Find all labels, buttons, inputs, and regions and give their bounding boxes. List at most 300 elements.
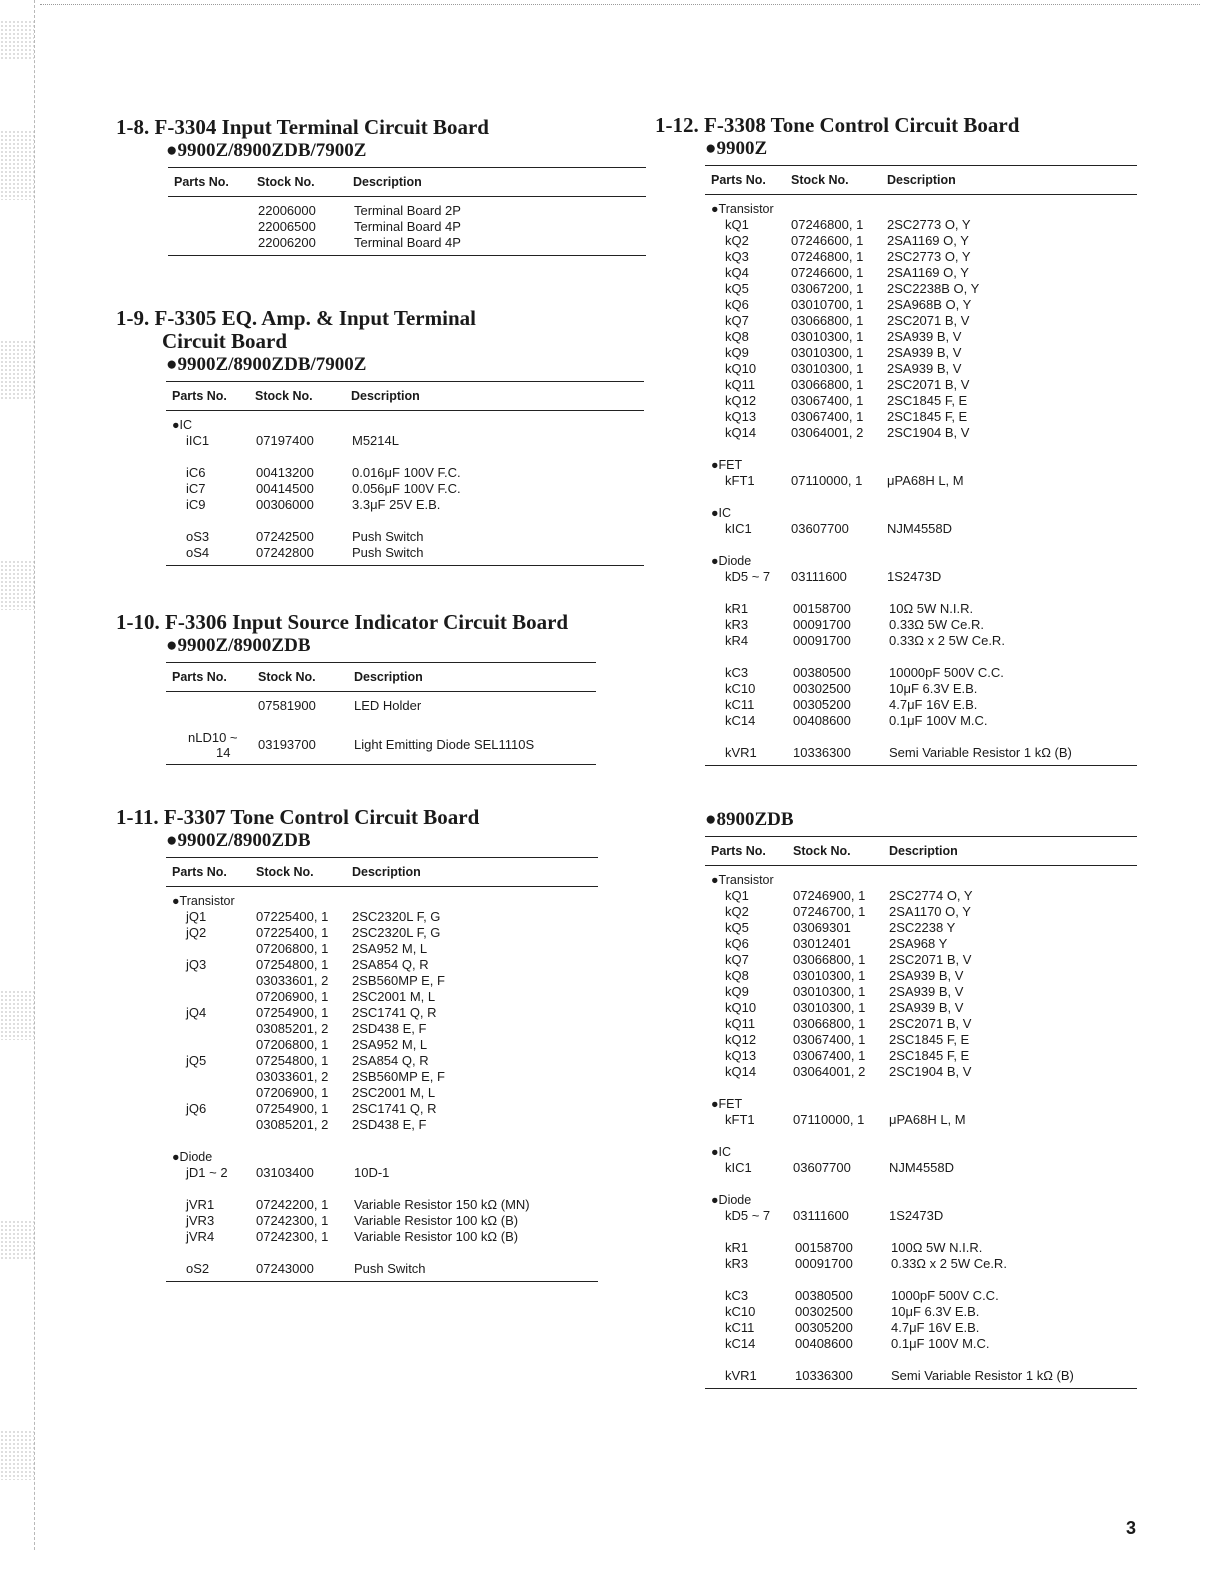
- table-row: [166, 1037, 598, 1053]
- parts-no-cell: kC14: [725, 1336, 756, 1351]
- parts-no-cell: [166, 1117, 256, 1133]
- parts-no-cell: kQ12: [725, 1032, 757, 1047]
- parts-table: [705, 836, 1137, 1389]
- parts-no-cell: kQ2: [725, 233, 749, 248]
- parts-no-cell: kQ8: [725, 968, 749, 983]
- stock-no-cell: 00380500: [795, 1288, 853, 1303]
- description-cell: 2SC2001 M, L: [352, 989, 436, 1004]
- table-row: [166, 1197, 598, 1213]
- parts-no-cell: kQ7: [725, 952, 749, 967]
- table-header: [166, 663, 596, 692]
- parts-no-cell: kQ14: [725, 425, 757, 440]
- parts-no-cell: [166, 989, 256, 1005]
- parts-no-cell: kQ7: [725, 313, 749, 328]
- stock-no-cell: 03111600: [793, 1208, 849, 1223]
- stock-no-cell: 00408600: [795, 1336, 853, 1351]
- stock-no-cell: 03067400, 1: [793, 1032, 866, 1047]
- header-parts-no: Parts No.: [711, 844, 766, 858]
- description-cell: 2SA968B O, Y: [887, 297, 972, 312]
- description-cell: 2SC2320L F, G: [352, 909, 441, 924]
- description-cell: 100Ω 5W N.I.R.: [891, 1240, 983, 1255]
- group-label: ●IC: [711, 506, 732, 520]
- stock-no-cell: 00408600: [793, 713, 851, 728]
- description-cell: 4.7μF 16V E.B.: [889, 697, 978, 712]
- description-cell: 10μF 6.3V E.B.: [889, 681, 978, 696]
- stock-no-cell: 03066800, 1: [791, 313, 864, 328]
- table-row: [166, 1117, 598, 1133]
- stock-no-cell: 07254800, 1: [256, 957, 329, 972]
- stock-no-cell: 00091700: [793, 617, 851, 632]
- description-cell: Semi Variable Resistor 1 kΩ (B): [891, 1368, 1074, 1383]
- table-header: [166, 858, 598, 887]
- table-body: [705, 872, 1137, 1388]
- parts-no-cell: jD1 ~ 2: [186, 1165, 228, 1180]
- parts-no-cell: kQ6: [725, 936, 749, 951]
- parts-no-cell: kC11: [725, 1320, 755, 1335]
- header-description: Description: [887, 173, 956, 187]
- parts-no-cell: [166, 1037, 256, 1053]
- table-header: [705, 166, 1137, 195]
- section-title: 1-8. F-3304 Input Terminal Circuit Board: [116, 115, 489, 139]
- header-description: Description: [354, 670, 423, 684]
- parts-no-cell: kFT1: [725, 473, 755, 488]
- description-cell: 2SA939 B, V: [889, 984, 964, 999]
- description-cell: 2SA854 Q, R: [352, 957, 429, 972]
- parts-no-cell: kC3: [725, 1288, 749, 1303]
- table-body: [166, 893, 598, 1281]
- header-stock-no: Stock No.: [791, 173, 849, 187]
- description-cell: 2SC2773 O, Y: [887, 217, 971, 232]
- stock-no-cell: 07206900, 1: [256, 989, 329, 1004]
- scan-noise: [0, 1220, 34, 1260]
- stock-no-cell: 07246800, 1: [791, 217, 864, 232]
- table-row: [705, 1064, 1137, 1080]
- description-cell: 2SC1845 F, E: [889, 1048, 970, 1063]
- parts-no-cell: kR4: [725, 633, 749, 648]
- table-row: [705, 1368, 1137, 1384]
- parts-no-cell: [166, 1085, 256, 1101]
- section-title: 1-10. F-3306 Input Source Indicator Circuit Board: [116, 610, 569, 634]
- parts-no-cell: jQ2: [186, 925, 207, 940]
- parts-no-cell: kQ11: [725, 1016, 756, 1031]
- group-label: ●Transistor: [711, 202, 774, 216]
- description-cell: 2SC2238B O, Y: [887, 281, 980, 296]
- description-cell: NJM4558D: [889, 1160, 955, 1175]
- description-cell: 2SD438 E, F: [352, 1021, 427, 1036]
- description-cell: 0.1μF 100V M.C.: [891, 1336, 990, 1351]
- stock-no-cell: 07246700, 1: [793, 904, 866, 919]
- table-row: iC9 00306000 3.3μF 25V E.B.: [186, 497, 441, 512]
- table-row: [705, 1160, 1137, 1176]
- table-header: [166, 382, 644, 411]
- description-cell: 2SA939 B, V: [887, 361, 962, 376]
- description-cell: 2SC2001 M, L: [352, 1085, 436, 1100]
- stock-no-cell: 03067400, 1: [793, 1048, 866, 1063]
- description-cell: 2SC1845 F, E: [887, 409, 968, 424]
- model-list: ●9900Z/8900ZDB: [166, 635, 311, 656]
- stock-no-cell: 07254800, 1: [256, 1053, 329, 1068]
- table-row: [705, 377, 1137, 393]
- parts-no-cell: kQ6: [725, 297, 749, 312]
- table-row: [166, 989, 598, 1005]
- description-cell: 2SA939 B, V: [887, 345, 962, 360]
- section-1-8: [116, 116, 646, 256]
- header-stock-no: Stock No.: [793, 844, 851, 858]
- parts-no-cell: kFT1: [725, 1112, 755, 1127]
- model-list: ●8900ZDB: [705, 809, 794, 830]
- description-cell: 2SC2773 O, Y: [887, 249, 971, 264]
- header-description: Description: [351, 389, 420, 403]
- header-stock-no: Stock No.: [256, 865, 314, 879]
- scan-noise: [0, 340, 34, 400]
- header-parts-no: Parts No.: [172, 865, 227, 879]
- table-row: [705, 521, 1137, 537]
- parts-table: [166, 857, 598, 1282]
- table-row: [166, 1229, 598, 1245]
- section-1-11: [116, 806, 598, 1282]
- table-row: [705, 569, 1137, 585]
- section-title: 1-11. F-3307 Tone Control Circuit Board: [116, 805, 480, 829]
- stock-no-cell: 03069301: [793, 920, 851, 935]
- table-row: [705, 1016, 1137, 1032]
- parts-table: [705, 165, 1137, 766]
- section-1-9: [116, 307, 644, 566]
- description-cell: 2SC1741 Q, R: [352, 1005, 437, 1020]
- table-header: [168, 168, 646, 197]
- description-cell: 2SA854 Q, R: [352, 1053, 429, 1068]
- parts-table: [166, 662, 596, 765]
- stock-no-cell: 03085201, 2: [256, 1021, 329, 1036]
- table-row: [705, 697, 1137, 713]
- header-stock-no: Stock No.: [255, 389, 313, 403]
- model-list: ●9900Z/8900ZDB/7900Z: [166, 140, 367, 161]
- table-row: [166, 973, 598, 989]
- parts-no-cell: kR3: [725, 617, 749, 632]
- description-cell: 2SC1845 F, E: [887, 393, 968, 408]
- stock-no-cell: 00302500: [793, 681, 851, 696]
- parts-no-cell: kQ10: [725, 361, 757, 376]
- description-cell: 4.7μF 16V E.B.: [891, 1320, 980, 1335]
- parts-no-cell: [166, 941, 256, 957]
- stock-no-cell: 07243000: [256, 1261, 314, 1276]
- description-cell: 2SB560MP E, F: [352, 1069, 445, 1084]
- table-row: [166, 1005, 598, 1021]
- stock-no-cell: 00302500: [795, 1304, 853, 1319]
- table-row: [166, 957, 598, 973]
- description-cell: μPA68H L, M: [889, 1112, 966, 1127]
- parts-no-cell: jQ3: [186, 957, 207, 972]
- group-label: ●Diode: [172, 1150, 213, 1164]
- description-cell: 10μF 6.3V E.B.: [891, 1304, 980, 1319]
- description-cell: 2SC1904 B, V: [889, 1064, 972, 1079]
- description-cell: Semi Variable Resistor 1 kΩ (B): [889, 745, 1072, 760]
- stock-no-cell: 10336300: [795, 1368, 853, 1383]
- parts-no-cell: kC3: [725, 665, 749, 680]
- table-row: iIC1 07197400 M5214L: [186, 433, 399, 448]
- stock-no-cell: 00305200: [795, 1320, 853, 1335]
- parts-no-cell: kQ13: [725, 1048, 757, 1063]
- stock-no-cell: 07246600, 1: [791, 265, 864, 280]
- parts-no-cell: [166, 973, 256, 989]
- parts-no-cell: kQ13: [725, 409, 757, 424]
- parts-no-cell: kIC1: [725, 521, 752, 536]
- parts-no-cell: jQ6: [186, 1101, 207, 1116]
- stock-no-cell: 07254900, 1: [256, 1005, 329, 1020]
- description-cell: 2SA1170 O, Y: [889, 904, 971, 919]
- group-label: ●IC: [172, 418, 193, 432]
- table-row: [166, 941, 598, 957]
- table-row: [705, 297, 1137, 313]
- table-row: [705, 681, 1137, 697]
- stock-no-cell: 03010300, 1: [793, 968, 866, 983]
- table-row: [705, 313, 1137, 329]
- section-title: 1-9. F-3305 EQ. Amp. & Input Terminal Circuit Board: [116, 306, 476, 353]
- table-body: [705, 201, 1137, 765]
- stock-no-cell: 10336300: [793, 745, 851, 760]
- parts-no-cell: kQ5: [725, 281, 749, 296]
- description-cell: Push Switch: [354, 1261, 426, 1276]
- table-row: iC7 00414500 0.056μF 100V F.C.: [186, 481, 461, 496]
- table-row: [166, 1213, 598, 1229]
- table-row: [705, 1112, 1137, 1128]
- table-row: iC6 00413200 0.016μF 100V F.C.: [186, 465, 461, 480]
- table-row: [705, 1208, 1137, 1224]
- description-cell: 2SA1169 O, Y: [887, 233, 969, 248]
- description-cell: 2SA939 B, V: [889, 968, 964, 983]
- parts-no-cell: kQ1: [725, 888, 749, 903]
- description-cell: 2SA952 M, L: [352, 1037, 428, 1052]
- group-label: ●Transistor: [172, 894, 235, 908]
- parts-no-cell: kQ4: [725, 265, 749, 280]
- table-row: oS3 07242500 Push Switch: [186, 529, 424, 544]
- table-header: [705, 837, 1137, 866]
- stock-no-cell: 07242300, 1: [256, 1213, 329, 1228]
- table-body: [168, 203, 646, 255]
- stock-no-cell: 07206800, 1: [256, 941, 329, 956]
- table-row: [705, 249, 1137, 265]
- description-cell: 2SA939 B, V: [889, 1000, 964, 1015]
- stock-no-cell: 07206800, 1: [256, 1037, 329, 1052]
- scan-noise: [0, 130, 34, 200]
- scan-left-border: [34, 0, 35, 1550]
- description-cell: Variable Resistor 150 kΩ (MN): [354, 1197, 530, 1212]
- table-row: 22006000 Terminal Board 2P: [258, 203, 461, 218]
- header-parts-no: Parts No.: [174, 175, 229, 189]
- table-body: [166, 698, 596, 764]
- stock-no-cell: 03010300, 1: [791, 361, 864, 376]
- header-description: Description: [889, 844, 958, 858]
- parts-no-cell: kQ12: [725, 393, 757, 408]
- parts-no-cell: [166, 1021, 256, 1037]
- table-row: [166, 925, 598, 941]
- stock-no-cell: 03066800, 1: [793, 952, 866, 967]
- stock-no-cell: 07246900, 1: [793, 888, 866, 903]
- section-1-10: [116, 611, 596, 765]
- group-label: ●FET: [711, 458, 743, 472]
- table-row: [166, 909, 598, 925]
- table-row: [705, 888, 1137, 904]
- table-row: [705, 1240, 1137, 1256]
- model-list: ●9900Z: [705, 138, 768, 159]
- table-row: [705, 361, 1137, 377]
- parts-no-cell: kQ9: [725, 345, 749, 360]
- group-label: ●FET: [711, 1097, 743, 1111]
- stock-no-cell: 03607700: [791, 521, 849, 536]
- table-row: [705, 393, 1137, 409]
- stock-no-cell: 00305200: [793, 697, 851, 712]
- section-8900zdb: [705, 808, 1137, 1389]
- parts-no-cell: jQ4: [186, 1005, 207, 1020]
- table-row: [705, 1304, 1137, 1320]
- table-row: [705, 633, 1137, 649]
- section-title: 1-12. F-3308 Tone Control Circuit Board: [655, 113, 1020, 137]
- table-row: [705, 920, 1137, 936]
- description-cell: 2SC2238 Y: [889, 920, 956, 935]
- table-row: [705, 713, 1137, 729]
- stock-no-cell: 07225400, 1: [256, 909, 329, 924]
- description-cell: NJM4558D: [887, 521, 953, 536]
- description-cell: 10Ω 5W N.I.R.: [889, 601, 974, 616]
- stock-no-cell: 03033601, 2: [256, 973, 329, 988]
- stock-no-cell: 03066800, 1: [791, 377, 864, 392]
- table-row: [705, 345, 1137, 361]
- stock-no-cell: 03066800, 1: [793, 1016, 866, 1031]
- description-cell: 1S2473D: [889, 1208, 944, 1223]
- parts-no-cell: jVR1: [186, 1197, 215, 1212]
- description-cell: 10D-1: [354, 1165, 390, 1180]
- header-description: Description: [353, 175, 422, 189]
- stock-no-cell: 07110000, 1: [793, 1112, 865, 1127]
- parts-no-cell: jVR3: [186, 1213, 215, 1228]
- table-row: [705, 1048, 1137, 1064]
- parts-no-cell: jQ5: [186, 1053, 207, 1068]
- table-row: [705, 1032, 1137, 1048]
- description-cell: 0.33Ω x 2 5W Ce.R.: [889, 633, 1005, 648]
- stock-no-cell: 07254900, 1: [256, 1101, 329, 1116]
- description-cell: 2SB560MP E, F: [352, 973, 445, 988]
- parts-no-cell: kVR1: [725, 1368, 757, 1383]
- stock-no-cell: 03067400, 1: [791, 409, 864, 424]
- group-label: ●Transistor: [711, 873, 774, 887]
- stock-no-cell: 03064001, 2: [791, 425, 864, 440]
- section-1-12: [655, 114, 1137, 766]
- header-parts-no: Parts No.: [172, 389, 227, 403]
- table-row: [705, 601, 1137, 617]
- description-cell: 2SC1904 B, V: [887, 425, 970, 440]
- description-cell: 1000pF 500V C.C.: [891, 1288, 999, 1303]
- header-description: Description: [352, 865, 421, 879]
- parts-no-cell: kQ9: [725, 984, 749, 999]
- stock-no-cell: 03064001, 2: [793, 1064, 866, 1079]
- table-row: [705, 233, 1137, 249]
- table-row: [705, 745, 1137, 761]
- parts-no-cell: kQ3: [725, 249, 749, 264]
- stock-no-cell: 03010300, 1: [791, 329, 864, 344]
- table-row: [705, 281, 1137, 297]
- stock-no-cell: 00091700: [793, 633, 851, 648]
- description-cell: 2SC1741 Q, R: [352, 1101, 437, 1116]
- header-stock-no: Stock No.: [257, 175, 315, 189]
- table-row: [705, 952, 1137, 968]
- stock-no-cell: 03111600: [791, 569, 847, 584]
- description-cell: Variable Resistor 100 kΩ (B): [354, 1213, 519, 1228]
- parts-table: [168, 167, 646, 256]
- parts-no-cell: kD5 ~ 7: [725, 569, 771, 584]
- table-row: 07581900 LED Holder: [258, 698, 422, 713]
- parts-no-cell: [166, 1069, 256, 1085]
- stock-no-cell: 03067200, 1: [791, 281, 864, 296]
- stock-no-cell: 00380500: [793, 665, 851, 680]
- parts-no-cell: kQ5: [725, 920, 749, 935]
- parts-no-cell: kVR1: [725, 745, 757, 760]
- table-row: [705, 968, 1137, 984]
- stock-no-cell: 03012401: [793, 936, 851, 951]
- table-row: [166, 1261, 598, 1277]
- table-row: 22006500 Terminal Board 4P: [258, 219, 461, 234]
- table-row: [166, 1053, 598, 1069]
- stock-no-cell: 07242300, 1: [256, 1229, 329, 1244]
- header-parts-no: Parts No.: [172, 670, 227, 684]
- scan-noise: [0, 20, 34, 60]
- table-row: [705, 936, 1137, 952]
- description-cell: 2SC1845 F, E: [889, 1032, 970, 1047]
- table-row: [705, 265, 1137, 281]
- parts-no-cell: kQ14: [725, 1064, 757, 1079]
- stock-no-cell: 00158700: [795, 1240, 853, 1255]
- parts-no-cell: kD5 ~ 7: [725, 1208, 771, 1223]
- stock-no-cell: 03010300, 1: [793, 1000, 866, 1015]
- stock-no-cell: 03033601, 2: [256, 1069, 329, 1084]
- table-row: 22006200 Terminal Board 4P: [258, 235, 461, 250]
- table-row: [705, 1320, 1137, 1336]
- table-row: [705, 665, 1137, 681]
- parts-no-cell: kQ2: [725, 904, 749, 919]
- description-cell: 2SA1169 O, Y: [887, 265, 969, 280]
- table-row: [705, 217, 1137, 233]
- stock-no-cell: 03010300, 1: [793, 984, 866, 999]
- description-cell: 2SA939 B, V: [887, 329, 962, 344]
- stock-no-cell: 07246600, 1: [791, 233, 864, 248]
- stock-no-cell: 03607700: [793, 1160, 851, 1175]
- description-cell: 2SA968 Y: [889, 936, 948, 951]
- table-row: [705, 984, 1137, 1000]
- header-stock-no: Stock No.: [258, 670, 316, 684]
- parts-no-cell: kC14: [725, 713, 756, 728]
- description-cell: 0.1μF 100V M.C.: [889, 713, 988, 728]
- stock-no-cell: 03067400, 1: [791, 393, 864, 408]
- parts-no-cell: kQ10: [725, 1000, 757, 1015]
- parts-no-cell: kQ1: [725, 217, 749, 232]
- scan-noise: [0, 1430, 34, 1480]
- scan-top-border: [40, 4, 1200, 5]
- table-row: [166, 1085, 598, 1101]
- stock-no-cell: 00091700: [795, 1256, 853, 1271]
- table-row: [166, 1069, 598, 1085]
- description-cell: 2SC2071 B, V: [887, 377, 970, 392]
- model-list: ●9900Z/8900ZDB/7900Z: [166, 354, 367, 375]
- description-cell: 2SC2071 B, V: [889, 1016, 972, 1031]
- table-row: [705, 904, 1137, 920]
- model-list: ●9900Z/8900ZDB: [166, 830, 311, 851]
- table-body: [166, 417, 644, 565]
- stock-no-cell: 07246800, 1: [791, 249, 864, 264]
- table-row: [705, 1000, 1137, 1016]
- parts-no-cell: kQ11: [725, 377, 756, 392]
- stock-no-cell: 07242200, 1: [256, 1197, 329, 1212]
- parts-no-cell: kR1: [725, 1240, 749, 1255]
- parts-no-cell: kC10: [725, 681, 756, 696]
- parts-no-cell: oS2: [186, 1261, 210, 1276]
